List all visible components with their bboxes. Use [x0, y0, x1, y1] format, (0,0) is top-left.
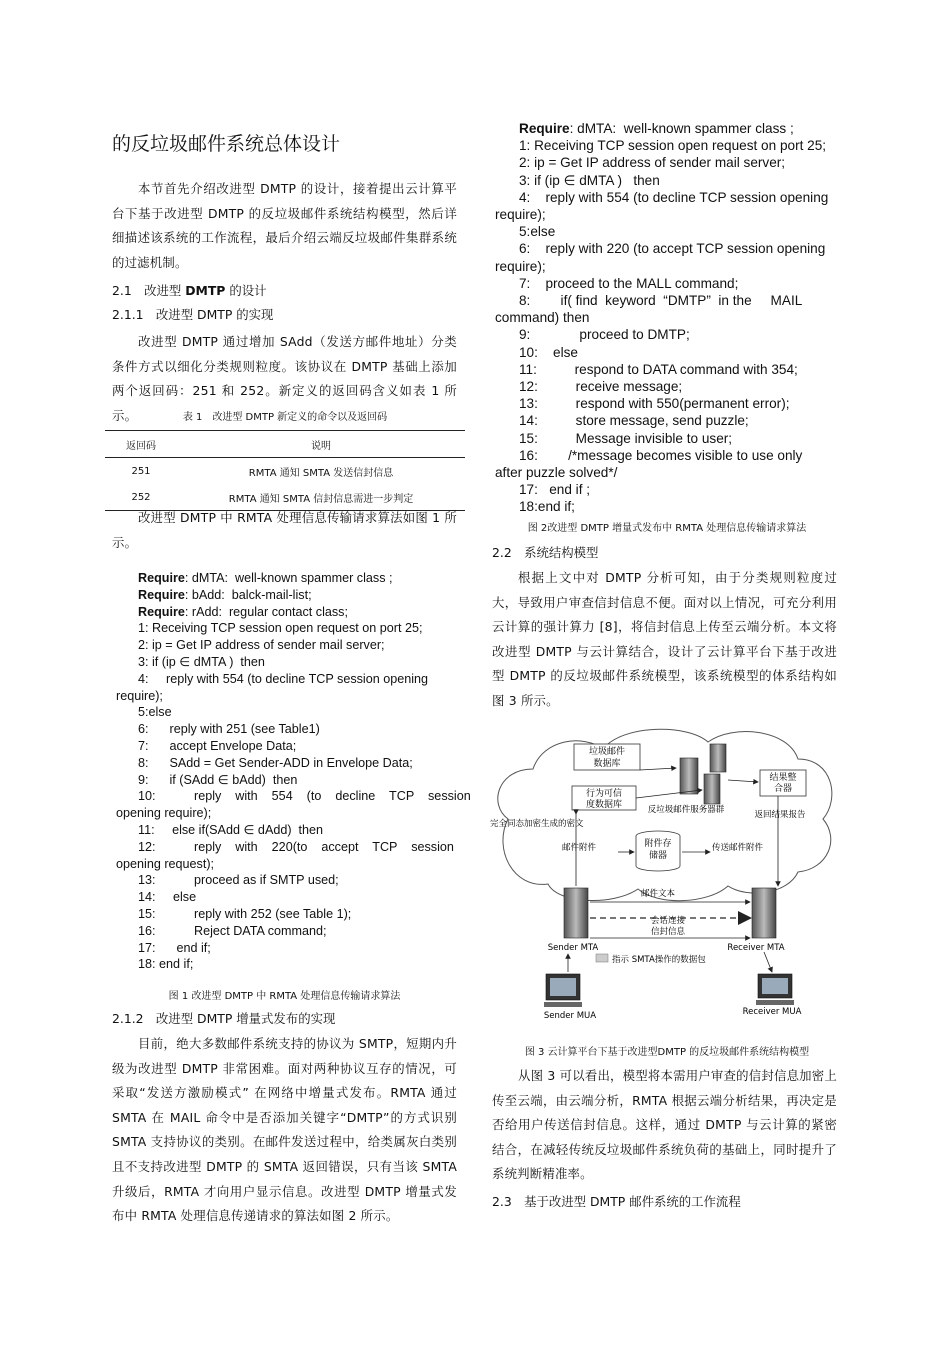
session-label: 会话连接: [650, 916, 686, 926]
figure-1-caption: 图 1 改进型 DMTP 中 RMTA 处理信息传输请求算法: [168, 991, 401, 1002]
algorithm-line: after puzzle solved*/: [495, 465, 618, 481]
algorithm-line: 4: reply with 554 (to decline TCP session opening: [519, 189, 829, 205]
legend-label: 指示 SMTA操作的数据包: [612, 955, 706, 965]
heading-2-1: 2.1 改进型 DMTP 的设计: [112, 283, 267, 298]
algorithm-line: 15: reply with 252 (see Table 1);: [138, 906, 352, 921]
algorithm-line: 14: store message, send puzzle;: [519, 413, 749, 429]
algorithm-line: command) then: [495, 310, 590, 326]
receiver-mua-label: Receiver MUA: [742, 1007, 802, 1017]
algorithm-line: 6: reply with 251 (see Table1): [138, 722, 320, 737]
algorithm-line: 8: SAdd = Get Sender-ADD in Envelope Data;: [138, 755, 413, 770]
sender-mta-label: Sender MTA: [547, 943, 599, 953]
paragraph-2-1-2: 目前，绝大多数邮件系统支持的协议为 SMTP，短期内升级为改进型 DMTP 非常困难。面对两种协议互存的情况，可采取“发送方激励模式” 在网络中增量式发布。RMTA 通过 SMTA 在 MAIL 命令中是否添加关键字“DMTP”的方式识别 SMTA 支持协议的类别。在邮件发送过程中，给类属灰白类别且不支持改进型 DMTP 的 SMTA 返回错误，只有当该 SMTA 升级后，RMTA 才向用户显示信息。改进型 DMTP 增量式发布中 RMTA 处理信息传递请求的算法如图 2 所示。: [112, 1036, 457, 1224]
algorithm-line: 13: respond with 550(permanent error);: [519, 396, 790, 412]
algorithm-line: 17: end if;: [138, 940, 211, 955]
paragraph-2-1-1: 改进型 DMTP 通过增加 SAdd（发送方邮件地址）分类条件方式以细化分类规则粒度。该协议在 DMTP 基础上添加两个返回码：251 和 252。新定义的返回码含义如表 1 所示。: [112, 334, 457, 423]
algorithm-line: 15: Message invisible to user;: [519, 430, 733, 446]
svg-text:数据库: 数据库: [593, 759, 621, 769]
heading-2-3: 2.3 基于改进型 DMTP 邮件系统的工作流程: [492, 1194, 741, 1209]
return-report-label: 返回结果报告: [754, 810, 806, 820]
svg-text:合器: 合器: [773, 784, 793, 794]
algorithm-line: 18:end if;: [519, 499, 575, 515]
algorithm-line: 11: else if(SAdd ∈ dAdd) then: [138, 822, 324, 837]
sender-mua-label: Sender MUA: [543, 1011, 597, 1021]
mail-text-label: 邮件文本: [640, 889, 676, 899]
algorithm-line: 18: end if;: [138, 957, 194, 972]
algorithm-line: Require: dMTA: well-known spammer class ;: [519, 121, 794, 136]
system-architecture-diagram: [488, 724, 840, 1024]
algorithm-line: require);: [116, 688, 163, 703]
algorithm-line: 4: reply with 554 (to decline TCP session opening: [138, 671, 429, 686]
algorithm-line: 10: reply with 554 (to decline TCP session: [138, 789, 471, 804]
sender-mua-icon: [544, 974, 582, 1007]
algorithm-line: 10: else: [519, 344, 578, 360]
algorithm-line: Require: bAdd: balck-mail-list;: [138, 587, 312, 602]
sender-mta-icon: [564, 888, 588, 938]
algorithm-line: 12: receive message;: [519, 379, 683, 395]
algorithm-line: 14: else: [138, 890, 197, 905]
algorithm-line: 7: accept Envelope Data;: [138, 738, 297, 753]
receiver-mta-label: Receiver MTA: [727, 943, 785, 953]
algorithm-line: 13: proceed as if SMTP used;: [138, 873, 339, 888]
table-row: 251 RMTA 通知 SMTA 发送信封信息: [131, 465, 394, 479]
behavior-db-label: 行为可信: [585, 789, 623, 799]
algorithm-line: 7: proceed to the MALL command;: [519, 275, 739, 291]
algorithm-line: 1: Receiving TCP session open request on port 25;: [519, 138, 827, 154]
return-code-table: [105, 430, 465, 511]
svg-text:信封信息: 信封信息: [650, 927, 686, 937]
algorithm-line: 16: /*message becomes visible to use only: [519, 447, 803, 463]
algorithm-line: 6: reply with 220 (to accept TCP session opening: [519, 241, 826, 257]
figure-3-caption: 图 3 云计算平台下基于改进型DMTP 的反垃圾邮件系统结构模型: [524, 1047, 810, 1058]
paragraph-2-2: 根据上文中对 DMTP 分析可知，由于分类规则粒度过大，导致用户审查信封信息不便。面对以上情况，可充分利用云计算的强计算力 [8]，将信封信息上传至云端分析。本文将改进型 DMTP 与云计算结合，设计了云计算平台下基于改进型 DMTP 的反垃圾邮件系统模型，该系统模型的体系结构如图 3 所示。: [492, 570, 837, 708]
server-cluster-label: 反垃圾邮件服务器群: [647, 805, 725, 815]
algorithm-line: 3: if (ip ∈ dMTA ) then: [519, 172, 660, 188]
transfer-attach-label: 传送邮件附件: [712, 843, 764, 853]
algorithm-line: 5:else: [519, 224, 556, 240]
algorithm-line: 8: if( find keyword “DMTP” in the MAIL: [519, 293, 803, 309]
receiver-mta-icon: [752, 888, 776, 938]
algorithm-line: opening request);: [116, 856, 215, 871]
aggregator-label: 结果整: [769, 773, 797, 783]
table-header-code: 返回码: [105, 431, 177, 458]
receiver-mua-icon: [756, 974, 794, 1005]
attach-store-label: 附件存: [644, 839, 672, 849]
table-header-desc: 说明: [177, 431, 465, 458]
algorithm-line: 1: Receiving TCP session open request on port 25;: [138, 621, 423, 636]
algorithm-line: 3: if (ip ∈ dMTA ) then: [138, 654, 265, 669]
algorithm-line: 9: if (SAdd ∈ bAdd) then: [138, 772, 298, 787]
spam-db-label: 垃圾邮件: [588, 747, 626, 757]
table-row: 252 RMTA 通知 SMTA 信封信息需进一步判定: [105, 484, 465, 511]
algorithm-line: require);: [495, 207, 546, 223]
heading-2-1-2: 2.1.2 改进型 DMTP 增量式发布的实现: [112, 1011, 336, 1026]
algorithm-line: require);: [495, 258, 546, 274]
algorithm-line: 11: respond to DATA command with 354;: [519, 361, 798, 377]
section-title: 的反垃圾邮件系统总体设计: [112, 133, 341, 155]
algorithm-line: 9: proceed to DMTP;: [519, 327, 690, 343]
algorithm-line: opening require);: [116, 806, 212, 821]
legend-swatch: [596, 954, 608, 962]
algorithm-line: 5:else: [138, 705, 172, 720]
intro-paragraph: 本节首先介绍改进型 DMTP 的设计，接着提出云计算平台下基于改进型 DMTP 的反垃圾邮件系统结构模型，然后详细描述该系统的工作流程，最后介绍云端反垃圾邮件集群系统的过滤机制。: [112, 181, 457, 270]
heading-2-1-1: 2.1.1 改进型 DMTP 的实现: [112, 307, 274, 322]
algorithm-line: 16: Reject DATA command;: [138, 923, 327, 938]
svg-text:储器: 储器: [648, 851, 668, 861]
figure-2-caption: 图 2改进型 DMTP 增量式发布中 RMTA 处理信息传输请求算法: [527, 523, 807, 534]
algorithm-line: Require: rAdd: regular contact class;: [138, 604, 348, 619]
algorithm-line: 17: end if ;: [519, 482, 591, 498]
algorithm-line: 2: ip = Get IP address of sender mail server;: [138, 638, 385, 653]
table-1-caption: 表 1 改进型 DMTP 新定义的命令以及返回码: [182, 412, 388, 423]
paragraph-fig3: 从图 3 可以看出，模型将本需用户审查的信封信息加密上传至云端，由云端分析，RMTA 根据云端分析结果，再决定是否给用户传送信封信息。这样，通过 DMTP 与云计算的紧密结合，在减轻传统反垃圾邮件系统负荷的基础上，同时提升了系统判断精准率。: [492, 1068, 837, 1182]
mail-attach-label: 邮件附件: [562, 843, 597, 853]
algorithm-2: [495, 120, 839, 516]
svg-text:度数据库: 度数据库: [585, 800, 623, 810]
algorithm-line: 2: ip = Get IP address of sender mail server;: [519, 155, 786, 171]
paragraph-after-table: 改进型 DMTP 中 RMTA 处理信息传输请求算法如图 1 所示。: [112, 510, 457, 550]
algorithm-1: [116, 570, 471, 973]
algorithm-line: Require: dMTA: well-known spammer class ;: [138, 571, 393, 585]
cipher-label: 完全同态加密生成的密文: [490, 819, 584, 829]
heading-2-2: 2.2 系统结构模型: [492, 545, 599, 560]
algorithm-line: 12: reply with 220(to accept TCP session: [138, 839, 454, 854]
